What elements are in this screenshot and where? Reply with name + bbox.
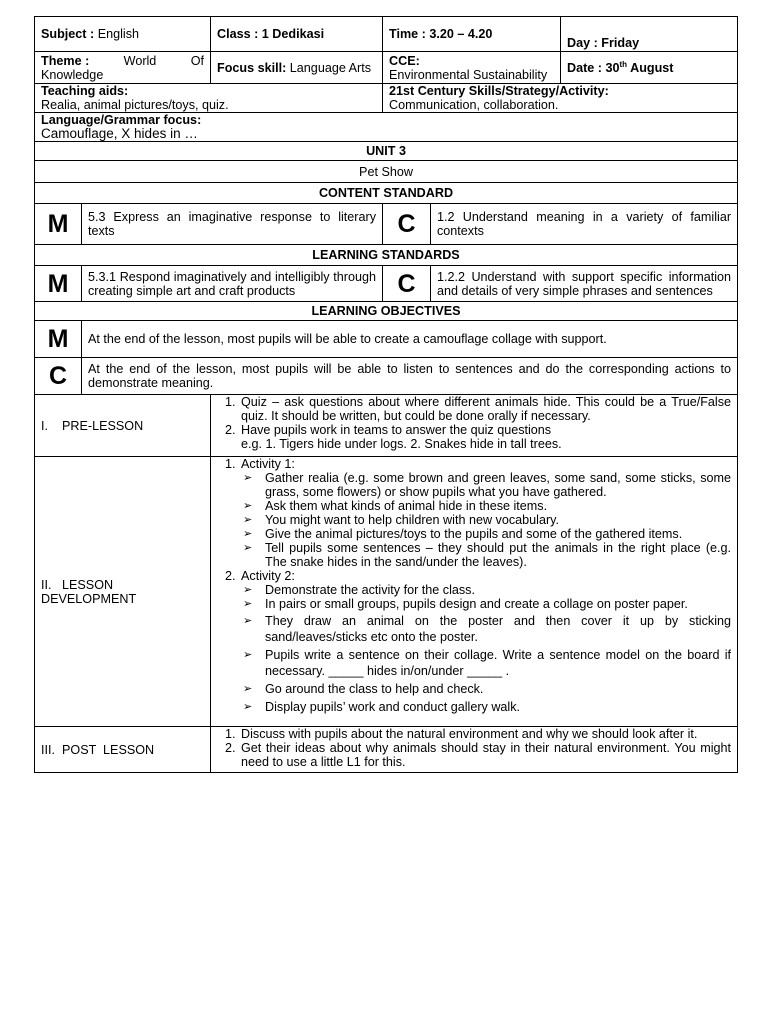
- pre-lesson-item: [239, 423, 731, 451]
- content-standard-m-letter: M: [35, 204, 82, 245]
- date-sup: th: [619, 59, 628, 69]
- activity-1: [239, 457, 731, 569]
- post-lesson-label: III. POST LESSON: [35, 727, 211, 773]
- pre-lesson-example: e.g. 1. Tigers hide under logs. 2. Snakes hide in tall trees.: [241, 437, 562, 451]
- time-cell: Time : 3.20 – 4.20: [383, 17, 561, 52]
- list-item-text: Demonstrate the activity for the class.: [265, 583, 475, 597]
- skills-value: Communication, collaboration.: [389, 98, 559, 112]
- teaching-aids-value: Realia, animal pictures/toys, quiz.: [41, 98, 229, 112]
- learning-standards-heading: LEARNING STANDARDS: [35, 245, 738, 266]
- theme-cell: [35, 52, 211, 84]
- subject-cell: [35, 17, 211, 52]
- list-item: [243, 541, 732, 569]
- learning-objectives-c-letter: C: [35, 358, 82, 395]
- learning-objectives-c-text: At the end of the lesson, most pupils will be able to listen to sentences and do the corresponding actions to demonstrate meaning.: [82, 358, 738, 395]
- theme-value-part-1: World: [123, 54, 157, 68]
- learning-standards-c-text: 1.2.2 Understand with support specific information and details of very simple phrases and sentences: [431, 266, 738, 302]
- list-item-text: Display pupils’ work and conduct gallery walk.: [265, 700, 521, 714]
- arrow-bullet-icon: ➢: [243, 598, 253, 610]
- theme-label: Theme :: [41, 54, 90, 68]
- arrow-bullet-icon: ➢: [243, 584, 253, 596]
- lesson-plan-table: [34, 16, 738, 773]
- activity-2-list: [241, 583, 731, 714]
- list-item-text: Gather realia (e.g. some brown and green leaves, some sand, some sticks, some grass, some flowers) or show pupils what you have gathered.: [265, 471, 732, 499]
- content-standard-heading: CONTENT STANDARD: [35, 183, 738, 204]
- focus-cell: [211, 52, 383, 84]
- list-item: [243, 597, 731, 611]
- grammar-label: Language/Grammar focus:: [41, 113, 202, 127]
- subject-value: English: [97, 27, 139, 41]
- list-item-text: In pairs or small groups, pupils design and create a collage on poster paper.: [265, 597, 688, 611]
- cce-cell: [383, 52, 561, 84]
- list-item-text: Tell pupils some sentences – they should put the animals in the right place (e.g. The snake hides in the sand/under the leaves).: [265, 541, 732, 569]
- list-item: [243, 613, 732, 645]
- learning-standards-m-text: 5.3.1 Respond imaginatively and intelligibly through creating simple art and craft products: [82, 266, 383, 302]
- list-item-text: They draw an animal on the poster and then cover it up by sticking sand/leaves/sticks etc onto the poster.: [265, 614, 732, 644]
- list-item: [243, 471, 732, 499]
- list-item: [243, 527, 731, 541]
- learning-objectives-m-text: At the end of the lesson, most pupils will be able to create a camouflage collage with support.: [82, 321, 738, 358]
- arrow-bullet-icon: ➢: [243, 542, 253, 554]
- activity-2: [239, 569, 731, 714]
- focus-value: Language Arts: [289, 60, 372, 75]
- pre-lesson-list: [217, 395, 731, 451]
- class-cell: Class : 1 Dedikasi: [211, 17, 383, 52]
- list-item: [243, 647, 732, 679]
- grammar-cell: [35, 113, 738, 142]
- list-item: [243, 499, 731, 513]
- post-lesson-list: [217, 727, 731, 769]
- learning-standards-c-letter: C: [383, 266, 431, 302]
- skills-label: 21st Century Skills/Strategy/Activity:: [389, 84, 609, 98]
- learning-objectives-heading: LEARNING OBJECTIVES: [35, 302, 738, 321]
- day-cell: Day : Friday: [561, 17, 738, 52]
- list-item-text: Give the animal pictures/toys to the pupils and some of the gathered items.: [265, 527, 683, 541]
- content-standard-c-letter: C: [383, 204, 431, 245]
- activity-1-title: Activity 1:: [241, 457, 295, 471]
- arrow-bullet-icon: ➢: [243, 649, 253, 661]
- list-item: [243, 583, 731, 597]
- pre-lesson-content: [211, 395, 738, 457]
- arrow-bullet-icon: ➢: [243, 615, 253, 627]
- focus-label: Focus skill:: [217, 60, 287, 75]
- lesson-development-label: II. LESSON DEVELOPMENT: [35, 457, 211, 727]
- list-item-text: You might want to help children with new vocabulary.: [265, 513, 560, 527]
- pre-lesson-item: 1. Quiz – ask questions about where different animals hide. This could be a True/False quiz. It should be written, but could be done orally if necessary.: [239, 395, 731, 423]
- post-lesson-item: 2. Get their ideas about why animals should stay in their natural environment. You might need to use a little L1 for this.: [239, 741, 731, 769]
- post-lesson-item: 1. Discuss with pupils about the natural environment and why we should look after it.: [239, 727, 731, 741]
- unit-topic: Pet Show: [35, 161, 738, 183]
- activity-2-title: Activity 2:: [241, 569, 295, 583]
- lesson-development-list: [217, 457, 731, 714]
- theme-value-part-3: Knowledge: [41, 68, 104, 82]
- content-standard-m-text: 5.3 Express an imaginative response to literary texts: [82, 204, 383, 245]
- list-item: [243, 700, 731, 714]
- skills-cell: [383, 84, 738, 113]
- teaching-aids-cell: [35, 84, 383, 113]
- cce-label: CCE:: [389, 54, 420, 68]
- list-item-text: Ask them what kinds of animal hide in these items.: [265, 499, 548, 513]
- arrow-bullet-icon: ➢: [243, 514, 253, 526]
- arrow-bullet-icon: ➢: [243, 472, 253, 484]
- content-standard-c-text: 1.2 Understand meaning in a variety of familiar contexts: [431, 204, 738, 245]
- learning-objectives-m-letter: M: [35, 321, 82, 358]
- theme-value-part-2: Of: [190, 54, 204, 68]
- date-suffix: August: [627, 60, 674, 75]
- post-lesson-content: [211, 727, 738, 773]
- pre-lesson-item-text: Have pupils work in teams to answer the quiz questions: [241, 423, 552, 437]
- list-item-text: Go around the class to help and check.: [265, 682, 484, 696]
- teaching-aids-label: Teaching aids:: [41, 84, 129, 98]
- list-item: [243, 513, 731, 527]
- subject-label: Subject :: [41, 27, 95, 41]
- unit-title: UNIT 3: [35, 142, 738, 161]
- cce-value: Environmental Sustainability: [389, 68, 548, 82]
- learning-standards-m-letter: M: [35, 266, 82, 302]
- activity-1-list: [241, 471, 731, 569]
- date-cell: [561, 52, 738, 84]
- grammar-value: Camouflage, X hides in …: [41, 126, 198, 141]
- list-item: [243, 682, 731, 696]
- pre-lesson-label: I. PRE-LESSON: [35, 395, 211, 457]
- list-item-text: Pupils write a sentence on their collage. Write a sentence model on the board if necessary. _____ hides in/on/under _____ .: [265, 648, 732, 678]
- lesson-plan: [34, 16, 737, 773]
- date-prefix: Date : 30: [567, 60, 620, 75]
- arrow-bullet-icon: ➢: [243, 528, 253, 540]
- arrow-bullet-icon: ➢: [243, 683, 253, 695]
- lesson-development-content: [211, 457, 738, 727]
- arrow-bullet-icon: ➢: [243, 701, 253, 713]
- arrow-bullet-icon: ➢: [243, 500, 253, 512]
